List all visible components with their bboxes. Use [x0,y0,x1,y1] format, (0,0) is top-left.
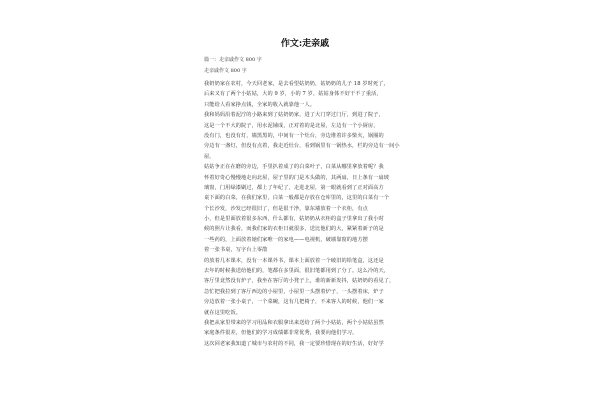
body-line: 客厅里竟然没有炉子，我坐在客厅的小凳子上，谁的新新发抖，姑奶奶的看见了， [204,278,395,285]
body-line: 这是一个不大的院子，用水泥铺成，正对着的是北屋，左边有一个小厨房， [204,122,379,129]
body-line: 个长沙发，沙发已经很旧了，但是很干净，靠东墙放着一个衣柜，有点 [204,205,368,212]
section-heading: 篇一：走亲戚作文 800 字 [204,57,262,63]
body-line: 我和妈妈沿着泥泞的小路来到了姑奶奶家，进了大门穿过门厅，到进了院子， [204,112,384,119]
body-line: 一些药的，上面放着她们家唯一的家电——电视机，破墙靠窗的地方摆 [204,236,368,243]
body-line: 旁边有一盏灯，但没有点着，我走近灶台，看到锅里有一锅热水，栏的旁边有一间小 [204,143,400,150]
document-title: 作文:走亲戚 [280,39,330,49]
body-line: 的放着几本课本，没有一本课外书，课本上面放着一个破旧的铅笔盒，这还是 [204,257,384,264]
body-line: 姑姑争正在在磨的旁边，手里扒着成了的白菜叶子，白菜从哪里拿放着呢？我 [204,164,384,171]
body-line: 家庭条件很差，但他们的学习成绩都非常优秀，我要向他们学习。 [204,330,358,337]
body-line: 屋。 [204,153,215,160]
essay-subheading: 走亲戚作文 800 字 [204,68,247,74]
body-line: 我奶奶家在农村，今天回老家，是去看望姑奶奶，姑奶奶的儿子 18 岁时死了， [204,81,389,87]
body-line: 没有门，也没有灯，墙黑黑的，中间有一个灶台，旁边堆着许多柴火，锅圈的 [204,132,384,139]
body-line: 怀着好奇心慢慢地走向北屋，屋子里的门是木头做的，其两扇，日上条有一扇玻 [204,174,390,181]
body-line: 我把从家里带来的学习用品和衣服拿出来送给了两个小姑姑，两个小姑姑虽然 [204,319,384,326]
body-line: 只能给人看家挣点钱，全家的收入就靠他一人。 [204,101,316,108]
body-line: 旁边放着一张小桌子，一个菜碗，这有几把椅子，不来客人的时候，他们一家 [204,299,384,306]
body-line: 这次回老家我知道了城市与农村的不同，我一定要珍惜现在的好生活，好好学 [204,340,384,347]
body-line: 就在这里吃饭。 [204,309,242,316]
body-line: 桌下面的白菜，在我们家里，白菜一般都是存放在仓库里的，这里的白菜有一个 [204,195,390,202]
body-line: 候的照片让我看，而我们家的衣柜日就很多，送比他们的大，紧紧着新子的是 [204,226,384,233]
essay-body [204,79,408,349]
body-line: 璃窗，门用绿漆刷过，都上了年纪了，走进北屋，第一眼就看到了正对面高方 [204,184,384,191]
body-line: 着一张书桌，写字台上零散 [204,247,268,254]
body-line: 去年的时候我送给他们的，笔都在多里面，很旧笔都用到了分了。这么冷的天， [204,268,390,275]
document-page [198,0,412,400]
body-line: 后来又有了两个小姑姑，大的 9 岁，小的 7 岁，姑姑身体不好干不了重活， [204,91,382,98]
body-line: 急忙把我拉到了客厅西边的小屋里，小屋里一头摆着炉子，一头摆着床，炉子 [204,288,384,295]
body-line: 小，但是里面放着很多东西，什么都有，姑奶奶从衣柜的盒子里拿出了我小时 [204,216,384,223]
